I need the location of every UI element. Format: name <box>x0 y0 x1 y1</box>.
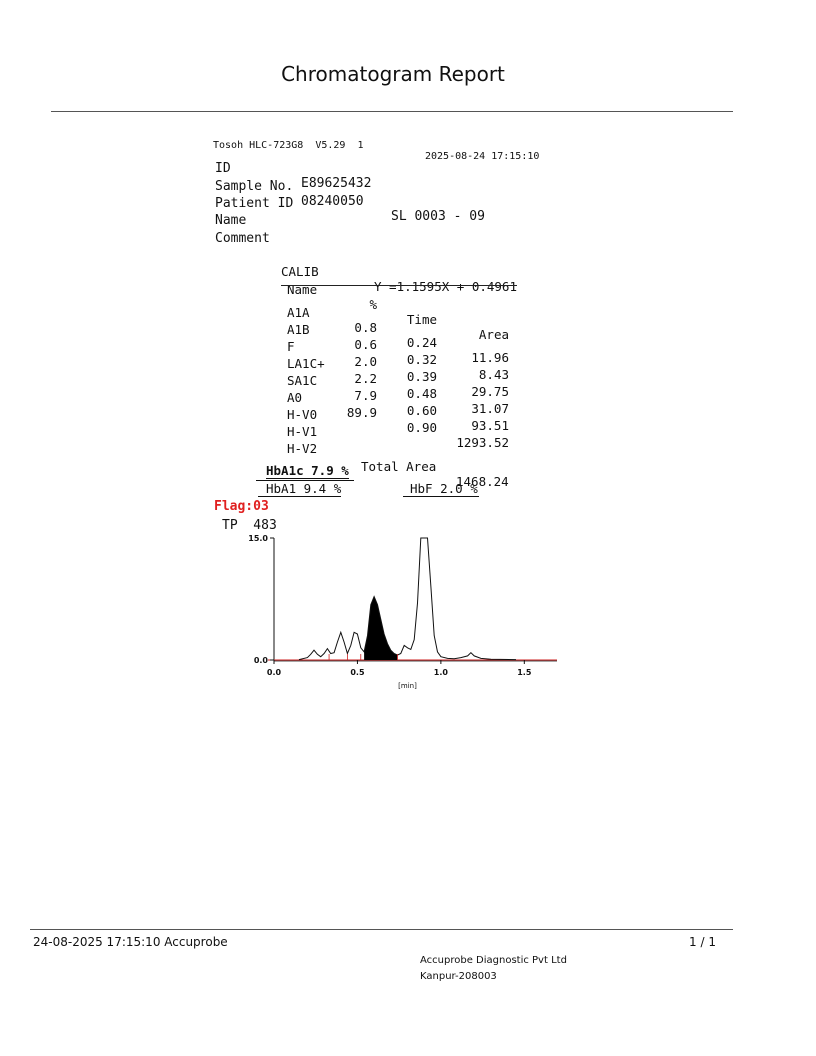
row-area: 1293.52 <box>456 435 509 450</box>
row-time: 0.24 <box>406 335 437 350</box>
col-time: Time <box>406 312 437 327</box>
row-area: 11.96 <box>471 350 509 365</box>
total-area-value: 1468.24 <box>456 474 509 489</box>
row-pct: 2.0 <box>354 354 377 369</box>
y-tick-label: 0.0 <box>253 656 268 665</box>
row-name: H-V0 <box>287 407 318 422</box>
chart-axes <box>268 538 557 661</box>
patient-id-label: Patient ID <box>215 196 294 211</box>
y-tick-label: 15.0 <box>248 534 268 543</box>
sl-value: SL 0003 - 09 <box>391 209 485 224</box>
col-name: Name <box>287 282 318 297</box>
chromatogram-line <box>299 538 516 660</box>
row-area: 8.43 <box>478 367 509 382</box>
id-label: ID <box>215 161 231 176</box>
row-area: 31.07 <box>471 401 509 416</box>
row-time: 0.32 <box>406 352 437 367</box>
row-time: 0.48 <box>406 386 437 401</box>
flag-status: Flag:03 <box>214 499 269 514</box>
row-time: 0.90 <box>406 420 437 435</box>
row-pct: 2.2 <box>354 371 377 386</box>
lab-address: Kanpur-208003 <box>420 971 497 982</box>
footer-date: 24-08-2025 17:15:10 Accuprobe <box>33 935 228 949</box>
hbf-underline <box>403 496 479 497</box>
row-name: H-V2 <box>287 441 318 456</box>
calib-equation: Y =1.1595X + 0.4961 <box>374 279 517 294</box>
row-name: H-V1 <box>287 424 318 439</box>
x-tick-label: 1.0 <box>433 668 448 677</box>
col-area: Area <box>478 327 509 342</box>
total-area-label: Total Area <box>361 459 437 474</box>
hba1-result: HbA1 9.4 % <box>266 481 342 496</box>
lab-name: Accuprobe Diagnostic Pvt Ltd <box>420 955 567 966</box>
row-name: A0 <box>287 390 303 405</box>
x-tick-label: 1.5 <box>517 668 532 677</box>
row-pct: 7.9 <box>354 388 377 403</box>
col-pct: % <box>369 297 377 312</box>
row-time: 0.39 <box>406 369 437 384</box>
row-name: A1B <box>287 322 310 337</box>
tp-value: TP 483 <box>222 518 277 533</box>
row-area: 93.51 <box>471 418 509 433</box>
footer-divider <box>30 929 733 930</box>
row-area: 29.75 <box>471 384 509 399</box>
hba1-underline <box>258 496 341 497</box>
page-number: 1 / 1 <box>689 935 716 949</box>
sample-label: Sample No. <box>215 179 294 194</box>
row-pct: 0.6 <box>354 337 377 352</box>
row-name: SA1C <box>287 373 318 388</box>
sample-value: 08240050 <box>301 194 364 209</box>
chart-ticks <box>248 534 532 690</box>
hbf-result: HbF 2.0 % <box>410 481 478 496</box>
report-datetime: 2025-08-24 17:15:10 <box>425 151 540 162</box>
table-header-rule <box>281 285 517 286</box>
row-name: A1A <box>287 305 310 320</box>
chromatogram-chart <box>240 530 570 695</box>
footer-timestamp <box>33 935 228 949</box>
report-title: Chromatogram Report <box>281 62 505 86</box>
x-tick-label: 0.0 <box>266 668 282 677</box>
id-value: E89625432 <box>301 176 372 191</box>
name-label: Name <box>215 213 247 228</box>
header-divider <box>51 111 733 112</box>
row-pct: 0.8 <box>354 320 377 335</box>
sa1c-peak-fill <box>364 597 397 660</box>
row-pct: 89.9 <box>346 405 377 420</box>
row-name: LA1C+ <box>287 356 325 371</box>
x-tick-label: 0.5 <box>350 668 365 677</box>
chart-plot <box>299 538 516 660</box>
hba1c-result: HbA1c 7.9 % <box>266 463 349 478</box>
comment-label: Comment <box>215 231 270 246</box>
row-time: 0.60 <box>406 403 437 418</box>
instrument-version: Tosoh HLC-723G8 V5.29 1 <box>213 140 364 151</box>
row-name: F <box>287 339 295 354</box>
calib-label: CALIB <box>281 264 319 279</box>
x-axis-label: [min] <box>398 682 417 690</box>
